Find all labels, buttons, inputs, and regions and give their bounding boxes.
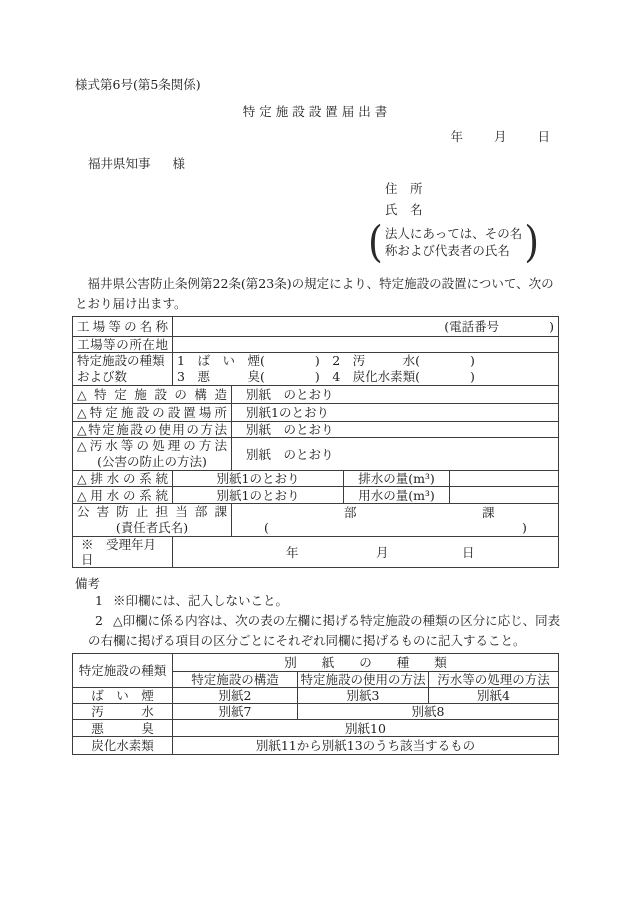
row-factory-address <box>73 337 559 353</box>
drain-qty-field <box>450 471 559 487</box>
receipt-day-label: 日 <box>462 544 475 560</box>
open-paren: ( <box>368 217 383 267</box>
supply-label: △用水の系統 <box>73 487 173 504</box>
location-value: 別紙1のとおり <box>232 404 559 422</box>
honorific: 様 <box>172 156 186 171</box>
row-treatment <box>73 438 559 471</box>
page-title: 特定施設設置届出書 <box>242 104 392 119</box>
structure-label: △特定施設の構造 <box>73 386 232 404</box>
remark-2-text: △印欄に係る内容は、次の表の左欄に掲げる特定施設の種類の区分に応じ、同表の右欄に掲げる項目の区分ごとにそれぞれ同欄に掲げるものに記入すること。 <box>88 613 561 648</box>
dept-label: 部 <box>344 505 357 520</box>
phone-close-paren: ) <box>549 319 555 334</box>
factory-name-field <box>173 317 559 337</box>
structure-value: 別紙 のとおり <box>232 386 559 404</box>
receipt-label <box>73 537 173 568</box>
row-location <box>73 404 559 422</box>
treatment-label-line1: △汚水等の処理の方法 <box>77 438 227 453</box>
annex-header-row1 <box>73 654 559 672</box>
location-label: △特定施設の設置場所 <box>73 404 232 422</box>
annex-odor-all: 別紙10 <box>173 720 559 737</box>
date-line <box>0 129 630 144</box>
treatment-label <box>73 438 232 471</box>
dept-open-paren: ( <box>264 520 269 535</box>
row-factory-name <box>73 317 559 337</box>
remark-2-number: 2 <box>95 613 103 628</box>
annex-smoke-structure: 別紙2 <box>173 688 298 704</box>
annex-smoke-treatment: 別紙4 <box>429 688 559 704</box>
annex-subheader-usage: 特定施設の使用の方法 <box>298 672 429 688</box>
row-receipt-date <box>73 537 559 568</box>
drain-label: △排水の系統 <box>73 471 173 487</box>
remarks-section <box>75 576 567 651</box>
receipt-label-text: 受理年月日 <box>81 537 157 567</box>
receipt-mark: ※ <box>81 537 94 552</box>
corporation-note-text <box>383 225 524 259</box>
supply-value: 別紙1のとおり <box>173 487 344 504</box>
remark-1-text: ※印欄には、記入しないこと。 <box>112 593 288 608</box>
pollution-dept-field <box>232 504 559 537</box>
corp-note-line2: 称および代表者の氏名 <box>384 243 510 258</box>
remarks-title: 備考 <box>75 576 101 591</box>
facility-kind-label-line1: 特定施設の種類 <box>77 353 165 368</box>
factory-name-label: 工場等の名称 <box>73 317 173 337</box>
close-paren: ) <box>524 217 540 267</box>
annex-row-odor <box>73 720 559 737</box>
row-pollution-dept <box>73 504 559 537</box>
factory-address-label: 工場等の所在地 <box>73 337 173 353</box>
receipt-month-label: 月 <box>376 544 389 560</box>
main-table <box>72 316 559 568</box>
remark-item-1 <box>88 591 567 611</box>
receipt-date-field <box>173 537 559 568</box>
annex-wastewater-other: 別紙8 <box>298 704 559 720</box>
annex-kind-wastewater: 汚 水 <box>73 704 173 720</box>
intro-paragraph: 福井県公害防止条例第22条(第23条)の規定により、特定施設の設置について、次のとおり届け出ます。 <box>75 276 554 311</box>
address-label: 住 所 <box>385 181 423 196</box>
remark-item-2 <box>88 611 567 651</box>
facility-kind-line2: 3 悪 臭( ) 4 炭化水素類( ) <box>177 369 475 384</box>
supply-qty-label: 用水の量(m³) <box>344 487 450 504</box>
row-supply <box>73 487 559 504</box>
addressee: 福井県知事 <box>88 156 151 171</box>
row-drain <box>73 471 559 487</box>
row-facility-kind <box>73 353 559 386</box>
phone-label: (電話番号 <box>444 319 500 334</box>
annex-kind-smoke: ば い 煙 <box>73 688 173 704</box>
row-usage <box>73 422 559 438</box>
annex-kind-hydrocarbon: 炭化水素類 <box>73 737 173 755</box>
responsible-person-line <box>232 520 558 535</box>
sender-block <box>368 181 630 267</box>
corp-note-line1: 法人にあっては、その名 <box>384 226 523 241</box>
annex-subheader-treatment: 汚水等の処理の方法 <box>429 672 559 688</box>
name-label: 氏 名 <box>385 202 423 217</box>
month-label: 月 <box>493 129 507 144</box>
treatment-value: 別紙 のとおり <box>232 438 559 471</box>
drain-qty-label: 排水の量(m³) <box>344 471 450 487</box>
dept-close-paren: ) <box>522 520 527 535</box>
annex-row-smoke <box>73 688 559 704</box>
dept-line <box>232 505 558 520</box>
year-label: 年 <box>450 129 463 144</box>
facility-kind-line1: 1 ば い 煙( ) 2 汚 水( ) <box>177 353 475 368</box>
annex-hydrocarbon-all: 別紙11から別紙13のうち該当するもの <box>173 737 559 755</box>
addressee-line <box>88 156 630 171</box>
pollution-dept-label-line2: (責任者氏名) <box>115 520 189 535</box>
treatment-label-line2: (公害の防止の方法) <box>97 454 207 469</box>
usage-label: △特定施設の使用の方法 <box>73 422 232 438</box>
row-structure <box>73 386 559 404</box>
receipt-year-label: 年 <box>286 544 299 560</box>
remark-1-number: 1 <box>95 593 103 608</box>
annex-table <box>72 653 559 755</box>
annex-kind-odor: 悪 臭 <box>73 720 173 737</box>
day-label: 日 <box>537 129 550 144</box>
annex-wastewater-structure: 別紙7 <box>173 704 298 720</box>
facility-kind-field <box>173 353 559 386</box>
facility-kind-label-line2: および数 <box>77 369 128 384</box>
usage-value: 別紙 のとおり <box>232 422 559 438</box>
facility-kind-label <box>73 353 173 386</box>
drain-value: 別紙1のとおり <box>173 471 344 487</box>
annex-kind-header: 特定施設の種類 <box>73 654 173 688</box>
supply-qty-field <box>450 487 559 504</box>
annex-row-hydrocarbon <box>73 737 559 755</box>
pollution-dept-label <box>73 504 232 537</box>
section-label: 課 <box>482 505 495 520</box>
pollution-dept-label-line1: 公害防止担当部課 <box>77 504 227 519</box>
factory-address-field <box>173 337 559 353</box>
annex-smoke-usage: 別紙3 <box>298 688 429 704</box>
annex-subheader-structure: 特定施設の構造 <box>173 672 298 688</box>
annex-row-wastewater <box>73 704 559 720</box>
annex-type-header: 別 紙 の 種 類 <box>173 654 559 672</box>
form-number: 様式第6号(第5条関係) <box>75 77 201 92</box>
corporation-note <box>368 217 630 267</box>
